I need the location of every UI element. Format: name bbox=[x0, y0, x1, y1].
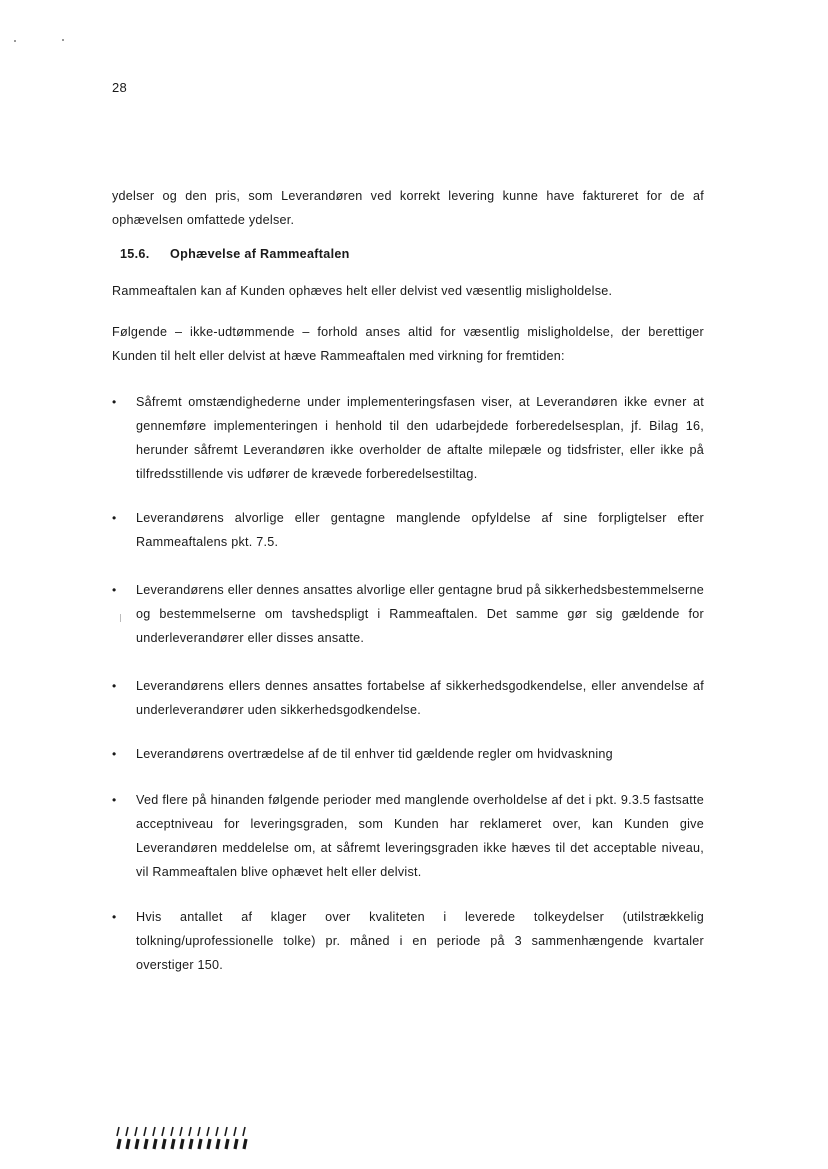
barcode-top-row bbox=[117, 1127, 245, 1136]
bullet-text: Leverandørens ellers dennes ansattes fortabelse af sikkerhedsgodkendelse, eller anvendelse af underleverandører uden sikkerhedsgodkendelse. bbox=[136, 679, 704, 717]
bullet-text: Ved flere på hinanden følgende perioder med manglende overholdelse af det i pkt. 9.3.5 fastsatte acceptniveau for leveringsgraden, som Kunden har reklameret over, kan Kunden give Leverandøren meddelelse om, at såfremt leveringsgraden ikke hæves til det acceptable niveau, vil Rammeaftalen blive ophævet helt eller delvist. bbox=[136, 793, 704, 879]
bullet-text: Hvis antallet af klager over kvaliteten i leverede tolkeydelser (utilstrækkelig tolkning/uprofessionelle tolke) pr. måned i en periode på 3 sammenhængende kvartaler overstiger 150. bbox=[136, 910, 704, 972]
barcode-bottom-row bbox=[118, 1139, 246, 1149]
bullet-item bbox=[112, 578, 704, 650]
section-number: 15.6. bbox=[120, 247, 150, 261]
bullet-dot-icon: • bbox=[112, 511, 117, 525]
bullet-item bbox=[112, 788, 704, 884]
bullet-text: Leverandørens eller dennes ansattes alvorlige eller gentagne brud på sikkerhedsbestemmelserne og bestemmelserne om tavshedspligt i Rammeaftalen. Det samme gør sig gældende for underleverandører eller disses ansatte. bbox=[136, 583, 704, 645]
bullet-dot-icon: • bbox=[112, 583, 117, 597]
bullet-dot-icon: • bbox=[112, 793, 117, 807]
intro-paragraph: Rammeaftalen kan af Kunden ophæves helt eller delvist ved væsentlig misligholdelse. bbox=[112, 284, 613, 298]
bullet-text: Leverandørens overtrædelse af de til enhver tid gældende regler om hvidvaskning bbox=[136, 747, 613, 761]
bullet-text: Leverandørens alvorlige eller gentagne manglende opfyldelse af sine forpligtelser efter Rammeaftalens pkt. 7.5. bbox=[136, 511, 704, 549]
scan-speck bbox=[62, 39, 64, 41]
barcode-mark-icon bbox=[116, 1126, 248, 1150]
bullet-dot-icon: • bbox=[112, 679, 117, 693]
bullet-item bbox=[112, 742, 704, 766]
continuation-paragraph: ydelser og den pris, som Leverandøren ved korrekt levering kunne have faktureret for de af ophævelsen omfattede ydelser. bbox=[112, 189, 704, 227]
bullet-item bbox=[112, 674, 704, 722]
bullet-item bbox=[112, 390, 704, 486]
section-title: Ophævelse af Rammeaftalen bbox=[170, 247, 350, 261]
bullet-dot-icon: • bbox=[112, 747, 117, 761]
bullet-dot-icon: • bbox=[112, 910, 117, 924]
bullet-item bbox=[112, 506, 704, 554]
page-number: 28 bbox=[112, 80, 128, 95]
bullet-dot-icon: • bbox=[112, 395, 117, 409]
bullet-item bbox=[112, 905, 704, 977]
bullet-text: Såfremt omstændighederne under implementeringsfasen viser, at Leverandøren ikke evner at gennemføre implementeringen i henhold til den udarbejdede forberedelsesplan, jf. Bilag 16, herunder såfremt Leverandøren ikke overholder de aftalte milepæle og tidsfrister, eller ikke på tilfredsstillende vis udfører de krævede forberedelsestiltag. bbox=[136, 395, 704, 481]
scan-speck bbox=[14, 40, 16, 42]
section-heading bbox=[120, 247, 350, 261]
scan-margin-mark bbox=[120, 614, 121, 622]
following-paragraph: Følgende – ikke-udtømmende – forhold anses altid for væsentlig misligholdelse, der berettiger Kunden til helt eller delvist at hæve Rammeaftalen med virkning for fremtiden: bbox=[112, 325, 704, 363]
